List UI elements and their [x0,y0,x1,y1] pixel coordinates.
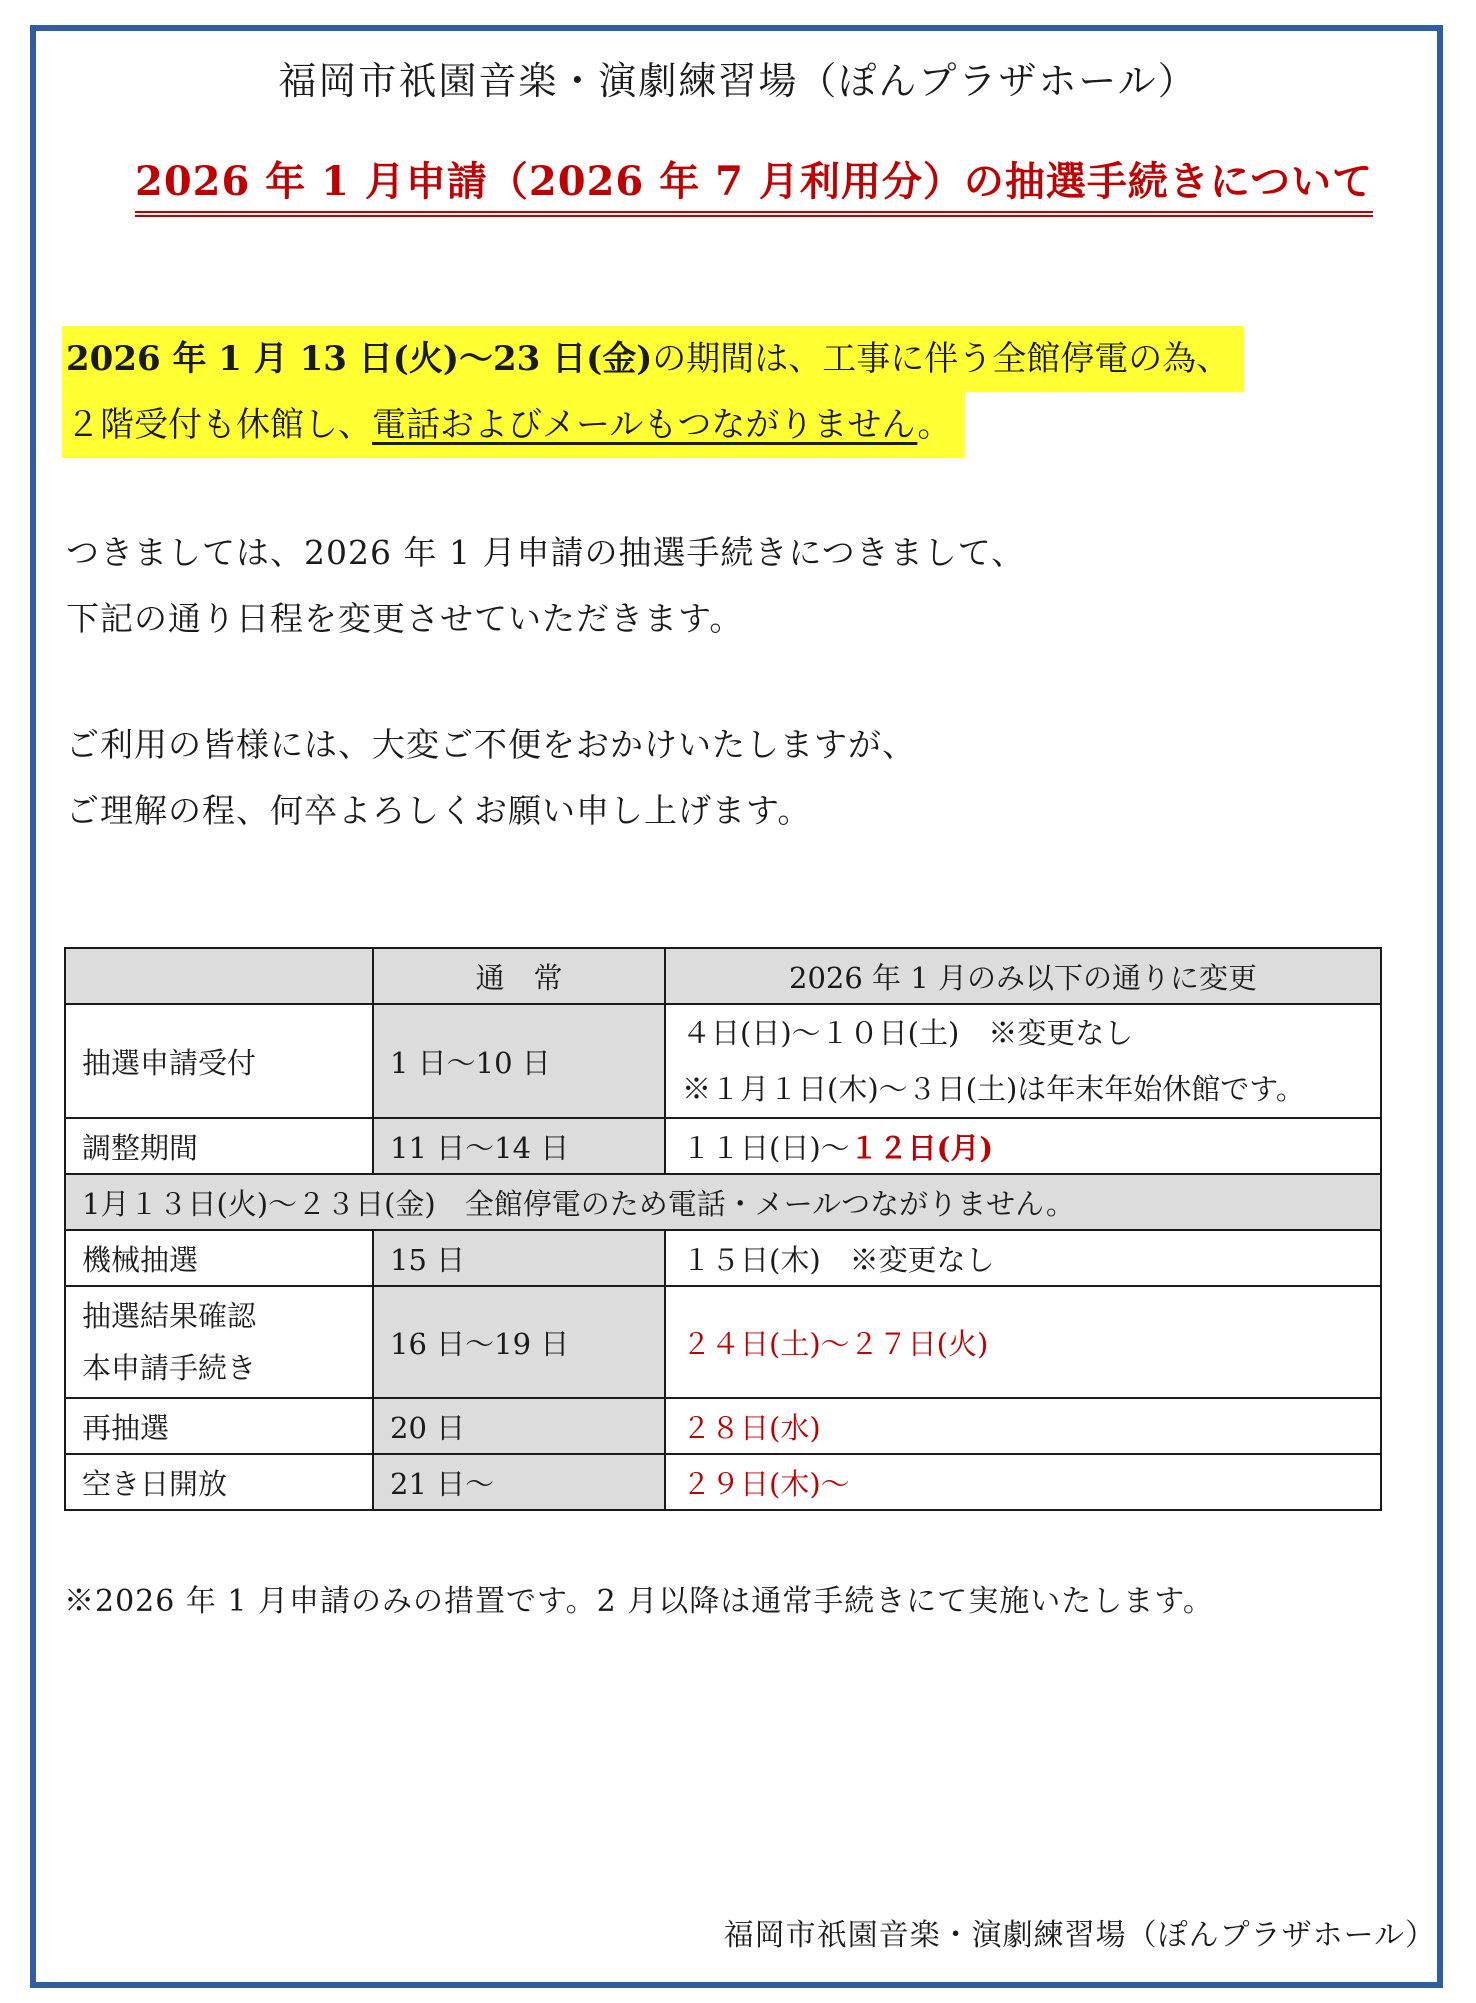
cell-item: 調整期間 [65,1118,373,1174]
notice-line-1-text: の期間は、工事に伴う全館停電の為、 [652,339,1231,379]
footnote: ※2026 年 1 月申請のみの措置です。2 月以降は通常手続きにて実施いたします。 [64,1584,1214,1619]
paragraph-line: つきましては、2026 年 1 月申請の抽選手続きにつきまして、 [66,533,1026,572]
page-title: 2026 年 1 月申請（2026 年 7 月利用分）の抽選手続きについて [135,150,1373,217]
table-row [65,1454,1381,1510]
outage-row [65,1174,1381,1230]
cell-item-line: 抽選結果確認 [82,1299,257,1333]
cell-normal: 1 日～10 日 [373,1004,665,1118]
cell-item [65,1286,373,1398]
cell-item: 機械抽選 [65,1230,373,1286]
cell-change-plain: １１日(日)～ [682,1130,850,1165]
cell-change: １５日(木) ※変更なし [665,1230,1381,1286]
paragraph-line: 下記の通り日程を変更させていただきます。 [66,599,744,638]
cell-change [665,1004,1381,1118]
notice-no-contact: 電話およびメールもつながりません [372,405,918,445]
header-cell-normal: 通 常 [373,948,665,1004]
cell-item: 空き日開放 [65,1454,373,1510]
notice-line-1 [62,326,1244,392]
notice-line-2 [62,392,965,458]
cell-change: ２８日(水) [665,1398,1381,1454]
cell-change: ２４日(土)～２７日(火) [665,1286,1381,1398]
cell-change: ２９日(木)～ [665,1454,1381,1510]
paragraph-line: ご理解の程、何卒よろしくお願い申し上げます。 [66,791,812,830]
table-header-row [65,948,1381,1004]
cell-normal: 20 日 [373,1398,665,1454]
cell-normal: 21 日～ [373,1454,665,1510]
notice-period: 2026 年 1 月 13 日(火)～23 日(金) [66,339,653,379]
cell-item: 抽選申請受付 [65,1004,373,1118]
cell-item: 再抽選 [65,1398,373,1454]
table-row [65,1118,1381,1174]
notice-line-2-prefix: ２階受付も休館し、 [66,405,372,445]
schedule-table [64,947,1382,1511]
header-cell-item [65,948,373,1004]
cell-normal: 16 日～19 日 [373,1286,665,1398]
table-row [65,1398,1381,1454]
cell-item-line: 本申請手続き [82,1351,257,1385]
outage-notice [62,326,1244,458]
facility-header: 福岡市祇園音楽・演劇練習場（ぽんプラザホール） [278,59,1198,103]
notice-line-2-suffix: 。 [917,405,952,445]
header-cell-change: 2026 年 1 月のみ以下の通りに変更 [665,948,1381,1004]
outage-cell: 1月１３日(火)～２３日(金) 全館停電のため電話・メールつながりません。 [65,1174,1381,1230]
facility-footer: 福岡市祇園音楽・演劇練習場（ぽんプラザホール） [723,1918,1436,1953]
cell-change-line: ※１月１日(木)～３日(土)は年末年始休館です。 [682,1072,1305,1106]
cell-change-red: １２日(月) [849,1130,994,1165]
cell-change-line: ４日(日)～１０日(土) ※変更なし [682,1016,1134,1050]
paragraph-line: ご利用の皆様には、大変ご不便をおかけいたしますが、 [66,725,916,764]
cell-change [665,1118,1381,1174]
apology-paragraph [66,712,916,844]
table-row [65,1004,1381,1118]
table-row [65,1286,1381,1398]
schedule-change-paragraph [66,520,1025,652]
cell-normal: 11 日～14 日 [373,1118,665,1174]
cell-normal: 15 日 [373,1230,665,1286]
table-row [65,1230,1381,1286]
